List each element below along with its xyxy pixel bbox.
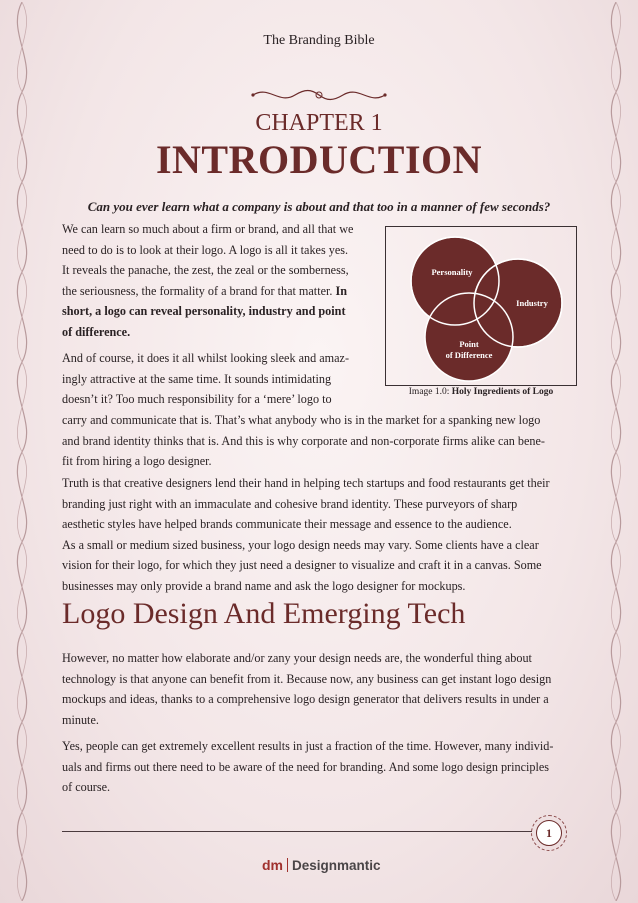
text-line: mockups and ideas, thanks to a comprehensive logo design generator that delivers results in under a	[62, 692, 549, 707]
bold-text-run: In	[335, 283, 347, 298]
text-line: It reveals the panache, the zest, the zeal or the somberness,	[62, 263, 349, 278]
chapter-title: INTRODUCTION	[155, 137, 483, 182]
text-line: carry and communicate that is. That’s what anybody who is in the market for a spanking new logo	[62, 413, 541, 427]
text-line: of course.	[62, 780, 111, 795]
venn-label-personality: Personality	[431, 267, 473, 277]
caption-prefix: Image 1.0:	[408, 387, 452, 397]
brand-mark-icon: dm	[262, 857, 283, 873]
venn-circle-point-of-difference	[425, 293, 513, 381]
section-heading: Logo Design And Emerging Tech	[62, 597, 466, 630]
caption-title: Holy Ingredients of Logo	[451, 387, 554, 397]
text-line: fit from hiring a logo designer.	[62, 454, 212, 469]
text-run: the seriousness, the formality of a brand for that matter.	[62, 283, 336, 298]
footer-brand-logo	[262, 855, 381, 875]
running-header: The Branding Bible	[263, 33, 375, 48]
flourish-ornament	[249, 85, 389, 105]
intro-paragraph-2-continued	[62, 410, 576, 472]
text-line	[62, 281, 367, 302]
footer-rule	[62, 831, 532, 832]
text-line: doesn’t it? Too much responsibility for a ‘mere’ logo to	[62, 392, 332, 407]
text-line: And of course, it does it all whilst looking sleek and amaz-	[62, 351, 350, 365]
body-paragraph-3	[62, 473, 576, 597]
text-line: short, a logo can reveal personality, industry and point	[62, 304, 346, 319]
intro-paragraph-2	[62, 348, 367, 410]
text-line: Truth is that creative designers lend their hand in helping tech startups and food restaurants get their	[62, 476, 550, 490]
text-line: businesses may only provide a brand name and ask the logo designer for mockups.	[62, 578, 466, 593]
text-line: need to do is to look at their logo. A logo is all it takes yes.	[62, 242, 349, 257]
brand-name: Designmantic	[292, 857, 381, 873]
chapter-label: CHAPTER 1	[255, 110, 383, 136]
text-line: branding just right with an immaculate and cohesive brand identity. These purveyors of sharp	[62, 496, 518, 511]
text-line: We can learn so much about a firm or brand, and all that we	[62, 222, 354, 236]
chapter-tagline: Can you ever learn what a company is about and that too in a manner of few seconds?	[87, 199, 551, 214]
text-line: As a small or medium sized business, your logo design needs may vary. Some clients have a clear	[62, 537, 539, 552]
venn-figure	[385, 226, 577, 386]
venn-diagram	[386, 227, 576, 385]
brand-divider	[287, 858, 288, 872]
section-paragraph-2	[62, 736, 576, 798]
text-line: minute.	[62, 712, 99, 727]
text-line: vision for their logo, for which they just need a designer to visualize and craft it in a canvas. Some	[62, 558, 542, 573]
venn-label-industry: Industry	[516, 298, 548, 308]
figure-caption	[385, 387, 577, 397]
venn-label-point: Point	[459, 339, 479, 349]
text-line: aesthetic styles have helped brands communicate their message and essence to the audience.	[62, 517, 512, 532]
text-line: Yes, people can get extremely excellent results in just a fraction of the time. However, many individ-	[62, 739, 554, 753]
text-line: technology is that anyone can benefit from it. Because now, any business can get instant logo design	[62, 671, 552, 686]
text-line: ingly attractive at the same time. It sounds intimidating	[62, 371, 332, 386]
venn-label-of-difference: of Difference	[445, 350, 493, 360]
text-line: of difference.	[62, 324, 131, 339]
text-line: and brand identity thinks that is. And this is why corporate and non-corporate firms alike can bene-	[62, 433, 545, 448]
text-line: However, no matter how elaborate and/or zany your design needs are, the wonderful thing about	[62, 651, 532, 665]
section-paragraph-1	[62, 648, 576, 730]
intro-paragraph	[62, 219, 367, 343]
page-number: 1	[536, 820, 562, 846]
text-line: uals and firms out there need to be aware of the need for branding. And some logo design principles	[62, 759, 550, 774]
